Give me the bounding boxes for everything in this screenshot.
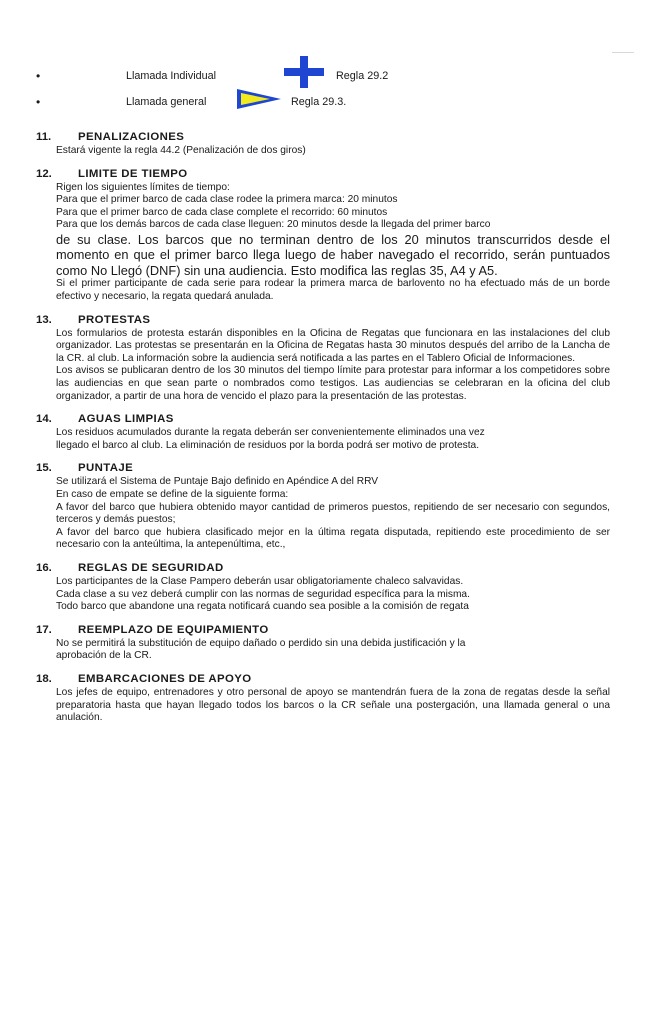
section-title: AGUAS LIMPIAS — [78, 413, 174, 426]
paragraph: En caso de empate se define de la siguiente forma: — [56, 489, 289, 500]
section-14 — [36, 412, 610, 452]
paragraph: Los participantes de la Clase Pampero deberán usar obligatoriamente chaleco salvavidas. — [56, 575, 464, 587]
paragraph: Los avisos se publicaran dentro de los 30 minutos del tiempo límite para protestar para informar a los competidores sobre las audiencias en que sean parte o nombrados como testigos. Las audiencias se celebraran en la oficina del club organizador, a partir de una hora de vencido el plazo para la presentación de las protestas. — [56, 365, 610, 402]
paragraph: Todo barco que abandone una regata notificará cuando sea posible a la comisión de regata — [56, 601, 469, 613]
paragraph: Los residuos acumulados durante la regata deberán ser convenientemente eliminados una vez — [56, 427, 485, 439]
section-15 — [36, 461, 610, 552]
section-heading — [36, 461, 610, 476]
section-title: PROTESTAS — [78, 313, 151, 326]
section-number: 17. — [36, 623, 52, 636]
flag-row-individual-recall — [36, 62, 596, 88]
page-edge-mark — [612, 52, 634, 53]
section-body — [56, 576, 610, 614]
section-title: REEMPLAZO DE EQUIPAMIENTO — [78, 623, 269, 636]
section-body — [56, 427, 610, 452]
section-18 — [36, 672, 610, 725]
paragraph: Estará vigente la regla 44.2 (Penalización de dos giros) — [56, 145, 306, 156]
section-body — [56, 145, 610, 158]
section-body — [56, 328, 610, 404]
paragraph: Si el primer participante de cada serie para rodear la primera marca de barlovento no ha efectuado más de un borde efectivo y necesario, la regata quedará anulada. — [56, 278, 610, 303]
section-title: LIMITE DE TIEMPO — [78, 167, 188, 180]
signal-flags-list — [36, 62, 596, 114]
section-heading — [36, 623, 610, 638]
bullet: • — [36, 95, 41, 109]
paragraph: Para que el primer barco de cada clase complete el recorrido: 60 minutos — [56, 206, 388, 218]
paragraph: No se permitirá la substitución de equipo dañado o perdido sin una debida justificación y la — [56, 637, 466, 649]
section-title: REGLAS DE SEGURIDAD — [78, 561, 224, 574]
section-title: PUNTAJE — [78, 462, 134, 475]
paragraph: llegado el barco al club. La eliminación de residuos por la borda podrá ser motivo de protesta. — [56, 439, 480, 451]
flag-label: Llamada general — [126, 96, 207, 108]
section-17 — [36, 623, 610, 663]
paragraph: de su clase. Los barcos que no terminan dentro de los 20 minutos transcurridos desde el momento en que el primer barco llega luego de haber navegado el recorrido, serán puntuados como No Llegó (DNF) sin una audiencia. Esto modifica las reglas 35, A4 y A5. — [56, 231, 610, 278]
section-body — [56, 687, 610, 725]
paragraph: A favor del barco que hubiera obtenido mayor cantidad de primeros puestos, repitiendo de ser necesario con segundos, terceros y demás puestos; — [56, 501, 610, 526]
paragraph: Para que el primer barco de cada clase rodee la primera marca: 20 minutos — [56, 194, 398, 206]
paragraph: Cada clase a su vez deberá cumplir con las normas de seguridad específica para la misma. — [56, 588, 470, 600]
paragraph: Rigen los siguientes límites de tiempo: — [56, 181, 230, 193]
section-title: PENALIZACIONES — [78, 131, 185, 143]
section-heading — [36, 672, 610, 687]
paragraph: A favor del barco que hubiera clasificado mejor en la última regata disputada, repitiendo este procedimiento de ser necesario con la anteúltima, la antepenúltima, etc., — [56, 526, 610, 551]
flag-label: Llamada Individual — [126, 70, 217, 82]
blue-cross-flag-icon — [284, 56, 324, 88]
section-heading — [36, 130, 610, 145]
section-heading — [36, 167, 610, 182]
paragraph: Para que los demás barcos de cada clase lleguen: 20 minutos desde la llegada del primer barco — [56, 219, 491, 231]
section-number: 15. — [36, 462, 52, 475]
section-number: 11. — [36, 131, 52, 143]
section-body — [56, 638, 610, 663]
flag-rule: Regla 29.2 — [336, 70, 389, 82]
paragraph: Los jefes de equipo, entrenadores y otro personal de apoyo se mantendrán fuera de la zona de regatas desde la señal preparatoria hasta que hayan llegado todos los barcos o la CR señale una postergación, una llamada general o una anulación. — [56, 686, 610, 724]
sections — [36, 130, 610, 734]
section-heading — [36, 561, 610, 576]
section-12 — [36, 167, 610, 304]
yellow-blue-pennant-icon — [236, 88, 282, 110]
section-number: 13. — [36, 313, 52, 326]
section-heading — [36, 412, 610, 427]
section-13 — [36, 313, 610, 404]
section-title: EMBARCACIONES DE APOYO — [78, 672, 252, 685]
paragraph: Los formularios de protesta estarán disponibles en la Oficina de Regatas que funcionara en las instalaciones del club organizador. Las protestas se presentarán en la Oficina de Regatas hasta 30 minutos después del arribo de la Lancha de la CR. al club. La información sobre la audiencia será notificada a las partes en el Tablero Oficial de Informaciones. — [56, 327, 610, 364]
paragraph: Se utilizará el Sistema de Puntaje Bajo definido en Apéndice A del RRV — [56, 476, 379, 488]
section-number: 14. — [36, 413, 52, 426]
section-body — [56, 182, 610, 304]
bullet: • — [36, 69, 41, 83]
flag-row-general-recall — [36, 88, 596, 114]
section-number: 18. — [36, 672, 52, 685]
section-number: 12. — [36, 167, 52, 180]
paragraph: aprobación de la CR. — [56, 650, 152, 662]
section-11 — [36, 130, 610, 158]
section-16 — [36, 561, 610, 614]
section-body — [56, 476, 610, 552]
section-number: 16. — [36, 561, 52, 574]
flag-rule: Regla 29.3. — [291, 96, 347, 108]
section-heading — [36, 313, 610, 328]
